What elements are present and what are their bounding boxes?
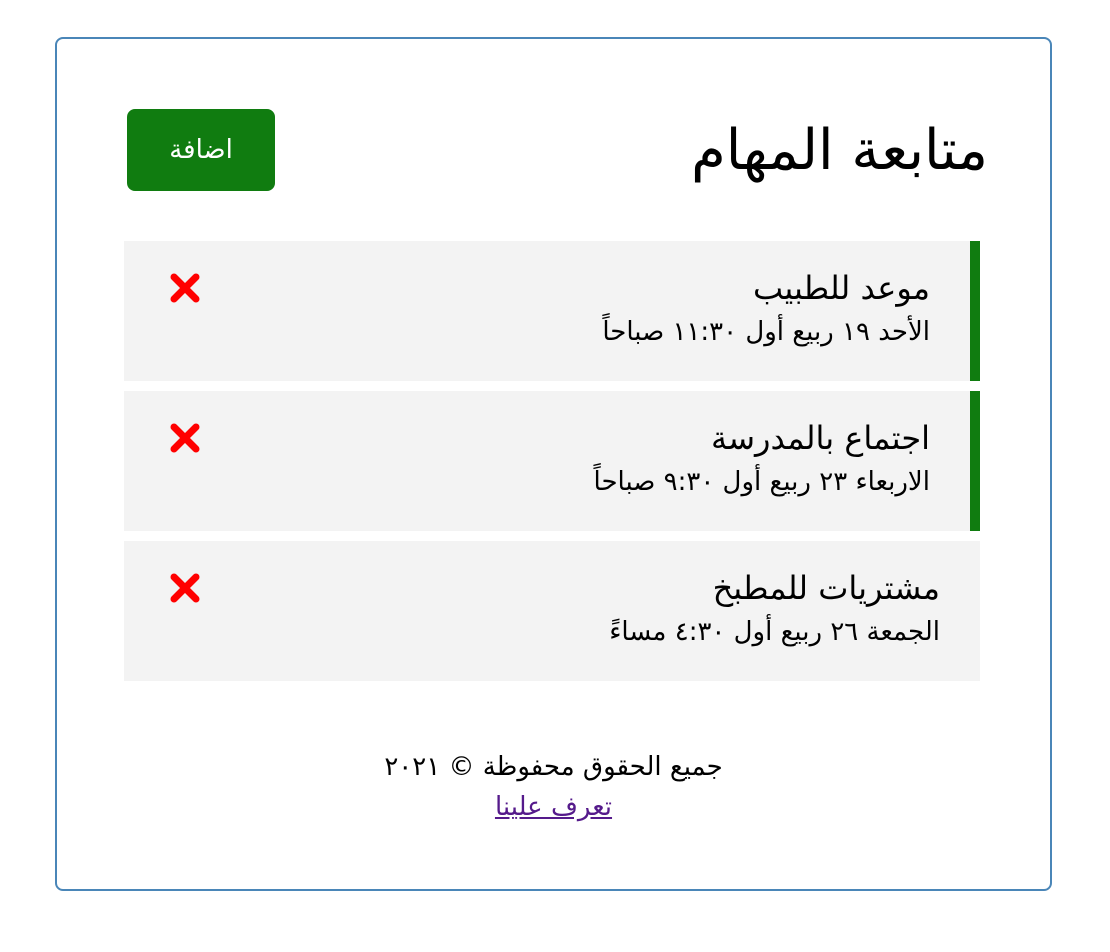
task-date: الجمعة ٢٦ ربيع أول ٤:٣٠ مساءً: [609, 617, 940, 647]
task-item[interactable]: [124, 541, 980, 681]
task-text: [609, 565, 940, 653]
task-title: موعد للطبيب: [752, 269, 930, 307]
task-item[interactable]: [124, 391, 980, 531]
add-button[interactable]: اضافة: [127, 109, 275, 191]
about-link[interactable]: تعرف علينا: [494, 792, 613, 822]
task-title: اجتماع بالمدرسة: [711, 419, 930, 457]
task-text: [594, 415, 930, 503]
copyright-text: جميع الحقوق محفوظة © ٢٠٢١: [384, 752, 723, 782]
task-item[interactable]: [124, 241, 980, 381]
close-icon[interactable]: [168, 271, 202, 305]
page-title: متابعة المهام: [691, 118, 988, 183]
task-date: الأحد ١٩ ربيع أول ١١:٣٠ صباحاً: [602, 317, 930, 347]
task-title: مشتريات للمطبخ: [712, 569, 940, 607]
task-text: [602, 265, 930, 353]
task-tracker-card: [55, 37, 1052, 891]
header: [127, 109, 988, 193]
footer: [57, 747, 1050, 827]
close-icon[interactable]: [168, 571, 202, 605]
close-icon[interactable]: [168, 421, 202, 455]
task-date: الاربعاء ٢٣ ربيع أول ٩:٣٠ صباحاً: [593, 467, 930, 497]
task-list: [124, 241, 980, 691]
